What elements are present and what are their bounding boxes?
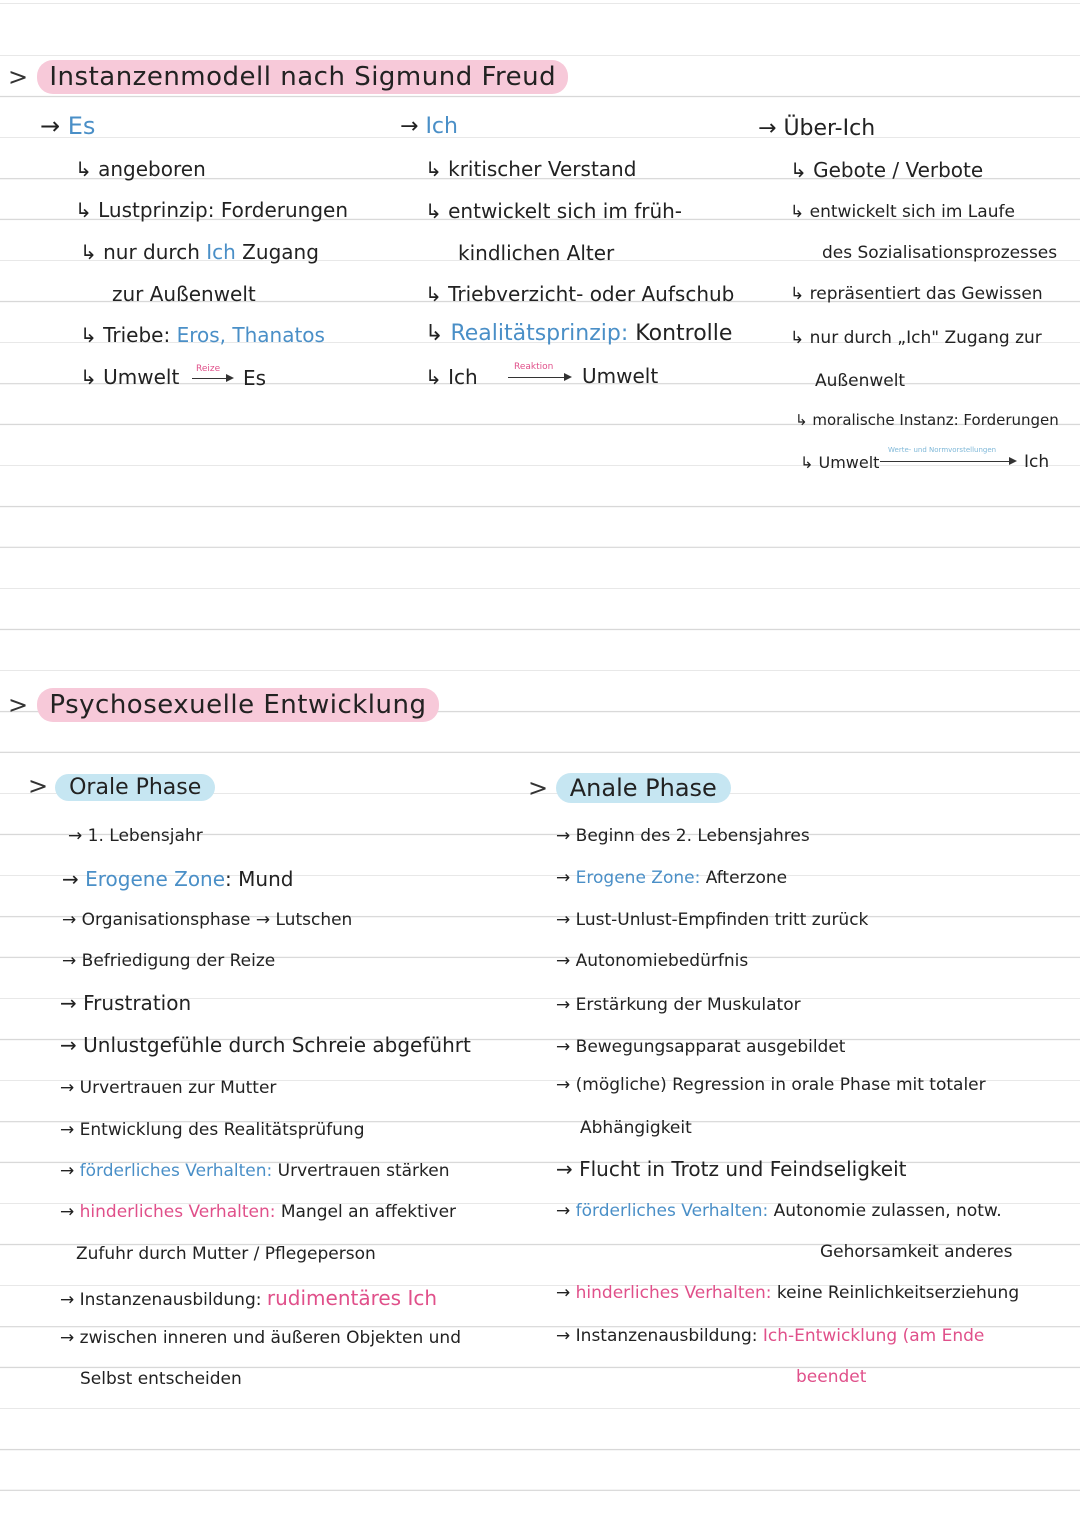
hook-arrow-icon: ↳ <box>790 328 805 348</box>
es-text-eros: Eros, Thanatos <box>176 323 325 347</box>
es-text: Lustprinzip: Forderungen <box>98 198 348 222</box>
ueberich-line <box>790 284 1043 304</box>
arrow-right-icon: → <box>62 951 77 971</box>
anal-heading-label: Anale Phase <box>556 773 731 803</box>
es-text-ich: Ich <box>206 240 236 264</box>
ich-text-realitaet: Realitätsprinzip: <box>450 321 629 346</box>
ueberich-text: Umwelt <box>818 453 880 472</box>
anal-text: Autonomie zulassen, notw. <box>768 1201 1002 1221</box>
oral-line <box>62 951 275 971</box>
oral-line <box>80 1369 242 1389</box>
arrow-right-icon: → <box>60 991 77 1015</box>
ueberich-text: repräsentiert das Gewissen <box>809 284 1043 304</box>
anal-line <box>820 1242 1013 1262</box>
anal-line <box>556 1157 906 1181</box>
arrow-right-icon: → <box>556 910 571 930</box>
anal-line <box>580 1118 692 1138</box>
anal-line <box>556 1201 1002 1221</box>
es-text: nur durch <box>103 240 207 264</box>
anal-line <box>556 868 787 888</box>
hook-arrow-icon: ↳ <box>425 157 442 181</box>
ich-text: Ich <box>448 365 478 389</box>
anal-text: Abhängigkeit <box>580 1118 692 1138</box>
oral-text: Instanzenausbildung: <box>79 1290 267 1310</box>
oral-text: zwischen inneren und äußeren Objekten und <box>79 1328 462 1348</box>
hook-arrow-icon: ↳ <box>75 198 92 222</box>
anal-line <box>556 1283 1019 1303</box>
es-text: zur Außenwelt <box>112 282 256 306</box>
arrow-right-icon: → <box>556 1037 571 1057</box>
chevron-right-icon: > <box>28 772 49 800</box>
arrow-right-icon: → <box>60 1290 75 1310</box>
arrow-right-icon: → <box>40 112 61 140</box>
oral-text: Urvertrauen stärken <box>272 1161 450 1181</box>
ich-heading <box>400 114 458 139</box>
es-text: Triebe: <box>103 323 177 347</box>
oral-text-rudimentaer: rudimentäres Ich <box>266 1286 438 1310</box>
ueberich-line <box>800 453 879 472</box>
oral-text: Frustration <box>83 991 192 1015</box>
ueberich-text: Ich <box>1024 452 1050 472</box>
oral-line <box>60 1078 276 1098</box>
hook-arrow-icon: ↳ <box>790 284 805 304</box>
section-instanzenmodell <box>8 62 568 92</box>
anal-text: Autonomiebedürfnis <box>575 951 749 971</box>
oral-line <box>62 867 293 891</box>
arrow-right-icon: → <box>556 1201 571 1221</box>
es-heading <box>40 112 95 140</box>
arrow-label: Reize <box>196 364 221 374</box>
arrow-right-icon: → <box>400 114 419 139</box>
arrow-right-icon: → <box>62 910 77 930</box>
hook-arrow-icon: ↳ <box>425 282 442 306</box>
anal-line <box>556 1326 984 1346</box>
oral-heading <box>28 772 215 800</box>
arrow-right-icon: → <box>60 1202 75 1222</box>
anal-text-foerderlich: förderliches Verhalten: <box>575 1201 769 1221</box>
arrow-right-icon: → <box>556 951 571 971</box>
anal-text: Gehorsamkeit anderes <box>820 1242 1013 1262</box>
arrow-right-icon: → <box>60 1161 75 1181</box>
oral-text: Organisationsphase <box>81 910 251 930</box>
oral-line <box>60 1120 365 1140</box>
oral-text: Befriedigung der Reize <box>81 951 276 971</box>
section-title: Psychosexuelle Entwicklung <box>37 688 438 722</box>
oral-text: Zufuhr durch Mutter / Pflegeperson <box>76 1244 376 1264</box>
anal-heading <box>528 774 731 802</box>
arrow-right-icon: → <box>556 826 571 846</box>
arrow-right-icon: → <box>556 995 571 1015</box>
ueberich-line <box>790 328 1042 348</box>
anal-text-hinderlich: hinderliches Verhalten: <box>575 1283 772 1303</box>
anal-line <box>796 1367 866 1387</box>
es-line <box>80 323 325 347</box>
chevron-right-icon: > <box>8 63 29 91</box>
oral-text-hinderlich: hinderliches Verhalten: <box>79 1202 276 1222</box>
oral-text-erogene: Erogene Zone <box>85 867 226 891</box>
oral-line <box>60 1286 437 1310</box>
hook-arrow-icon: ↳ <box>80 323 97 347</box>
ueberich-text: nur durch „Ich" Zugang zur <box>809 328 1042 348</box>
es-text: Zugang <box>235 240 319 264</box>
ich-line <box>425 282 734 306</box>
anal-line <box>556 1037 845 1057</box>
ueberich-heading <box>758 116 875 141</box>
oral-line <box>68 826 203 846</box>
oral-text: Entwicklung des Realitätsprüfung <box>79 1120 365 1140</box>
ich-text: Umwelt <box>582 364 659 388</box>
anal-line <box>556 1075 986 1095</box>
ich-line <box>425 365 478 389</box>
anal-text: Flucht in Trotz und Feindseligkeit <box>579 1157 907 1181</box>
ich-line <box>425 199 682 223</box>
oral-heading-label: Orale Phase <box>55 774 215 801</box>
arrow-right-icon: → <box>60 1120 75 1140</box>
anal-line <box>556 910 868 930</box>
arrow-right-icon <box>880 461 1015 462</box>
section-psychosexuell <box>8 690 439 720</box>
ueberich-text: Außenwelt <box>815 371 906 391</box>
ich-text: kritischer Verstand <box>448 157 637 181</box>
ueberich-line <box>790 202 1015 222</box>
ich-text: kindlichen Alter <box>458 241 615 265</box>
arrow-right-icon: → <box>60 1033 77 1057</box>
hook-arrow-icon: ↳ <box>795 411 808 429</box>
ueberich-line <box>790 158 983 182</box>
hook-arrow-icon: ↳ <box>790 158 807 182</box>
arrow-right-icon <box>192 378 232 379</box>
ich-text: entwickelt sich im früh- <box>448 199 683 223</box>
es-line <box>80 240 319 264</box>
ich-line <box>425 321 732 346</box>
ich-line <box>458 241 614 265</box>
ich-heading-label: Ich <box>425 114 458 139</box>
oral-text: Urvertrauen zur Mutter <box>79 1078 277 1098</box>
ueberich-text: entwickelt sich im Laufe <box>809 202 1015 222</box>
oral-text: Mangel an affektiver <box>275 1202 457 1222</box>
es-text: angeboren <box>98 157 206 181</box>
arrow-right-icon: → <box>556 1326 571 1346</box>
arrow-right-icon: → <box>68 826 83 846</box>
ueberich-text: moralische Instanz: Forderungen <box>812 411 1059 429</box>
hook-arrow-icon: ↳ <box>425 365 442 389</box>
arrow-label: Reaktion <box>514 362 554 372</box>
arrow-right-icon: → <box>62 867 79 891</box>
arrow-right-icon: → <box>758 116 777 141</box>
ueberich-line <box>795 411 1059 429</box>
anal-text: Erstärkung der Muskulator <box>575 995 801 1015</box>
oral-text: Lutschen <box>275 910 353 930</box>
oral-line <box>76 1244 376 1264</box>
hook-arrow-icon: ↳ <box>790 202 805 222</box>
arrow-right-icon: → <box>60 1078 75 1098</box>
oral-line <box>60 1033 471 1057</box>
oral-line <box>60 1161 450 1181</box>
section-title: Instanzenmodell nach Sigmund Freud <box>37 60 568 94</box>
hook-arrow-icon: ↳ <box>80 240 97 264</box>
ich-text: Kontrolle <box>628 321 733 346</box>
arrow-right-icon: → <box>255 910 271 930</box>
anal-text: Instanzenausbildung: <box>575 1326 763 1346</box>
anal-line <box>556 995 801 1015</box>
oral-line <box>60 1328 461 1348</box>
arrow-right-icon: → <box>556 1075 571 1095</box>
ich-line <box>425 157 636 181</box>
ich-text: Triebverzicht- oder Aufschub <box>448 282 735 306</box>
arrow-right-icon <box>508 377 570 378</box>
anal-text: Bewegungsapparat ausgebildet <box>575 1037 846 1057</box>
es-text: Umwelt <box>103 365 180 389</box>
anal-text: Beginn des 2. Lebensjahres <box>575 826 810 846</box>
anal-text: keine Reinlichkeitserziehung <box>771 1283 1020 1303</box>
arrow-right-icon: → <box>556 1283 571 1303</box>
oral-text: : Mund <box>225 867 294 891</box>
es-line <box>75 198 348 222</box>
anal-line <box>556 826 810 846</box>
oral-line <box>62 910 352 930</box>
anal-text-erogene: Erogene Zone: <box>575 868 701 888</box>
es-line <box>112 282 256 306</box>
ueberich-heading-label: Über-Ich <box>783 116 876 141</box>
arrow-right-icon: → <box>556 1157 573 1181</box>
anal-text: beendet <box>796 1367 867 1387</box>
oral-text-foerderlich: förderliches Verhalten: <box>79 1161 273 1181</box>
ueberich-line <box>815 371 905 391</box>
ueberich-text: des Sozialisationsprozesses <box>822 243 1058 263</box>
chevron-right-icon: > <box>8 691 29 719</box>
es-heading-label: Es <box>67 112 96 140</box>
anal-line <box>556 951 748 971</box>
anal-text-ich-entwicklung: Ich-Entwicklung (am Ende <box>762 1326 985 1346</box>
arrow-right-icon: → <box>556 868 571 888</box>
hook-arrow-icon: ↳ <box>425 199 442 223</box>
ueberich-line <box>822 243 1057 263</box>
hook-arrow-icon: ↳ <box>800 453 814 472</box>
anal-text: Lust-Unlust-Empfinden tritt zurück <box>575 910 869 930</box>
es-line <box>75 157 206 181</box>
arrow-label: Werte- und Normvorstellungen <box>888 446 997 454</box>
hook-arrow-icon: ↳ <box>80 365 97 389</box>
anal-text: Afterzone <box>700 868 788 888</box>
oral-line <box>60 991 191 1015</box>
es-line <box>80 365 179 389</box>
oral-text: 1. Lebensjahr <box>87 826 203 846</box>
arrow-right-icon: → <box>60 1328 75 1348</box>
oral-text: Selbst entscheiden <box>80 1369 242 1389</box>
ueberich-text: Gebote / Verbote <box>813 158 984 182</box>
hook-arrow-icon: ↳ <box>425 321 444 346</box>
chevron-right-icon: > <box>528 774 549 802</box>
hook-arrow-icon: ↳ <box>75 157 92 181</box>
anal-text: (mögliche) Regression in orale Phase mit totaler <box>575 1075 986 1095</box>
oral-text: Unlustgefühle durch Schreie abgeführt <box>83 1033 471 1057</box>
es-text: Es <box>243 366 267 390</box>
oral-line <box>60 1202 456 1222</box>
